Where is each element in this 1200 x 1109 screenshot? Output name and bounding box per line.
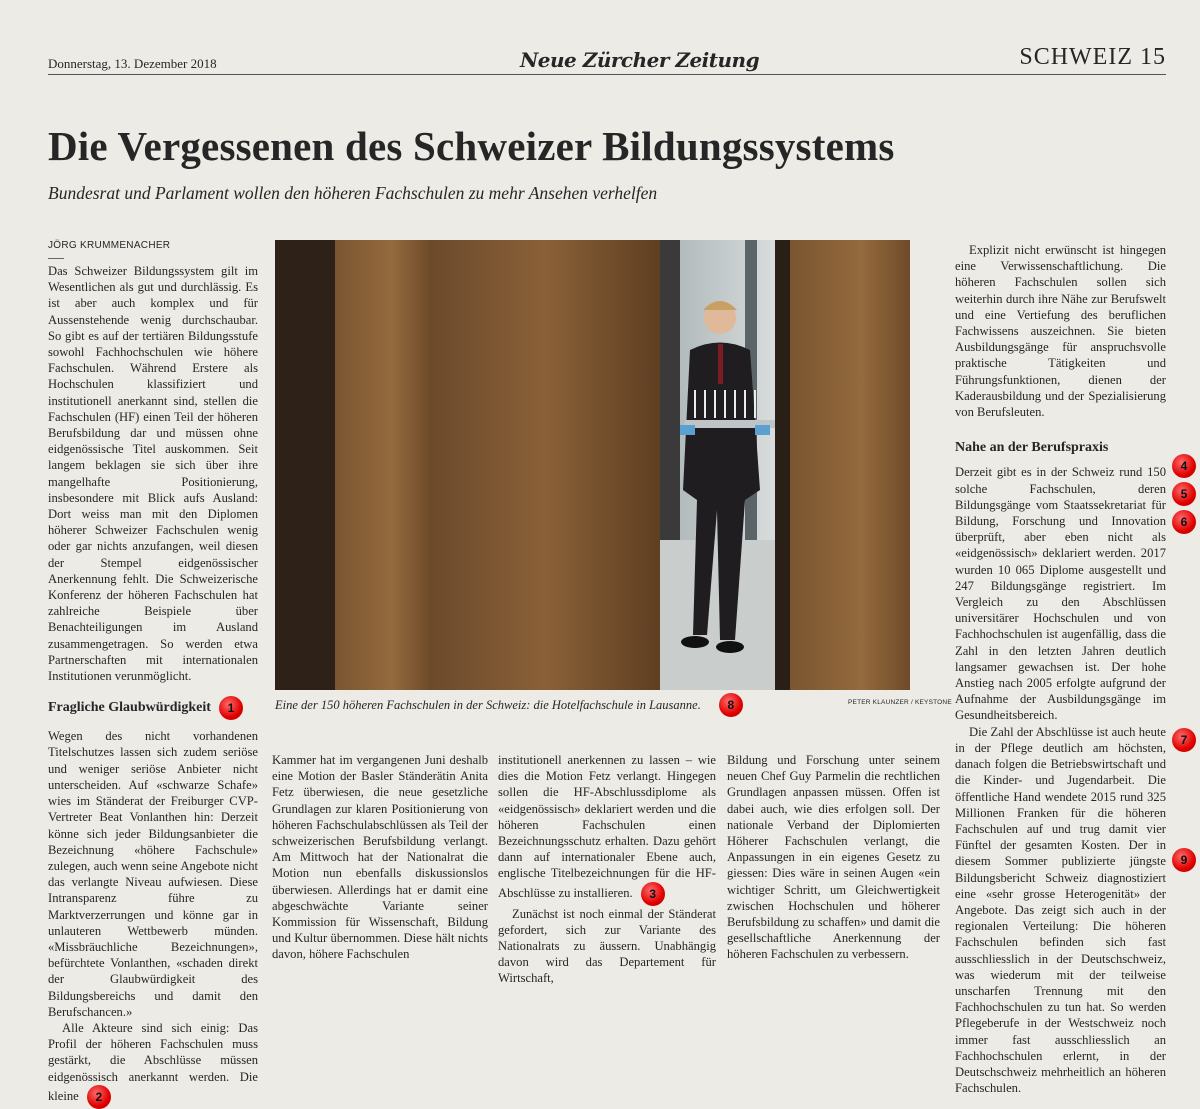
byline-rule [48,258,64,259]
text-column-2 [272,752,488,963]
subheading: Fragliche Glaubwürdigkeit [48,700,211,716]
annotation-marker-6[interactable]: 6 [1172,510,1196,534]
paragraph: Explizit nicht erwünscht ist hingegen eine Verwissenschaftlichung. Die höheren Fachschulen sollen sich weiterhin durch ihre Nähe zur Berufswelt und eine Vertiefung des beruflichen Fachwissens auszeichnen. Sie bieten Ausbildungsgänge für anspruchsvolle praktische Tätigkeiten und Führungsfunktionen, dienen der Kaderausbildung und der Spezialisierung von Berufsleuten. [955,243,1166,420]
paragraph-wrap [48,1020,258,1109]
article-subtitle: Bundesrat und Parlament wollen den höheren Fachschulen zu mehr Ansehen verhelfen [48,183,658,203]
author-byline: JÖRG KRUMMENACHER [48,240,171,251]
annotation-marker-4[interactable]: 4 [1172,454,1196,478]
paragraph: Das Schweizer Bildungssystem gilt im Wesentlichen als gut und durchlässig. Es ist aber auch komplex und für Aussenstehende wenig durchschaubar. So gibt es auf der tertiären Bildungsstufe sowohl Fachhochschulen wie höhere Fachschulen. Während Erstere als Hochschulen klassifiziert und institutionell anerkannt sind, stellen die Fachschulen (HF) einen Teil der höheren Berufsbildung dar und müssen ohne eidgenössische Titel auskommen. Seit langem beklagen sie sich über ihre mangelhafte Positionierung, insbesondere mit Blick aufs Ausland: Dort weiss man mit den Diplomen höherer Schweizer Fachschulen wenig oder gar nichts anzufangen, weil diesen der Stempel eidgenössischer Anerkennung fehlt. Die Schweizerische Konferenz der höheren Fachschulen hat zahlreiche Beispiele über Benachteiligungen im Ausland zusammengetragen. So werden etwa Partnerschaften mit internationalen Institutionen verunmöglicht. [48,264,258,684]
paragraph: Alle Akteure sind sich einig: Das Profil der höheren Fachschulen muss gestärkt, die Abschlüsse müssen eidgenössisch anerkannt werden. Die kleine [48,1020,258,1103]
annotation-marker-1[interactable]: 1 [219,696,243,720]
newspaper-logo: Neue Zürcher Zeitung [520,48,760,72]
paragraph: Zunächst ist noch einmal der Ständerat gefordert, sich zur Variante des Nationalrats zu äussern. Unabhängig davon wird das Departement für Wirtschaft, [498,906,716,986]
annotation-marker-3[interactable]: 3 [641,882,665,906]
issue-date: Donnerstag, 13. Dezember 2018 [48,56,217,71]
hotel-school-photo [275,240,910,690]
article-title: Die Vergessenen des Schweizer Bildungssystems [48,123,895,169]
paragraph: Kammer hat im vergangenen Juni deshalb eine Motion der Basler Ständerätin Anita Fetz überwiesen, die neue gesetzliche Grundlagen zur klaren Positionierung von höheren Fachschulabschlüssen als Teil der schweizerischen Berufsbildung verlangt. Am Mittwoch hat der Nationalrat die Motion nun ebenfalls diskussionslos überwiesen. Allerdings hat er damit eine abgeschwächte Variante seiner Kommission für Wissenschaft, Bildung und Kultur übernommen. Diese hält nichts davon, höhere Fachschulen [272,753,488,962]
paragraph: Die Zahl der Abschlüsse ist auch heute in der Pflege deutlich am höchsten, danach folgen die Betriebswirtschaft und die Kinder- und Jugendarbeit. Die öffentliche Hand wendete 2015 rund 325 Millionen Franken für die höheren Fachschulen auf und trug damit vier Fünftel der gesamten Kosten. Der in diesem Sommer publizierte jüngste Bildungsbericht Schweiz diagnostiziert eine «sehr grosse Heterogenität» der Angebote. Das zeigt sich auch in der regionalen Verteilung: Die höheren Fachschulen befinden sich fast ausschliesslich in der Deutschschweiz, was wiederum mit der teilweise unscharfen Trennung mit den Fachhochschulen zu tun hat. So werden Pflegeberufe in der Westschweiz noch immer fast ausschliesslich an Fachhochschulen erlernt, in der Deutschschweiz mehrheitlich an höheren Fachschulen. [955,724,1166,1096]
article-photo [275,240,910,690]
text-column-4 [727,752,940,963]
text-column-3 [498,752,716,987]
subheading: Nahe an der Berufspraxis [955,440,1109,456]
paragraph: Bildung und Forschung unter seinem neuen Chef Guy Parmelin die rechtlichen Grundlagen anpassen müssen. Offen ist dabei auch, wie dies erfolgen soll. Der nationale Verband der Diplomierten Höherer Fachschulen verlangt, die Anpassungen in ein eigenes Gesetz zu giessen: Dies wäre in seinen Augen «ein wichtiger Schritt, um Gleichwertigkeit zwischen Hochschulen und höherer Berufsbildung zu schaffen» und damit die gesellschaftliche Anerkennung der höheren Fachschulen zu verbessern. [727,753,940,962]
paragraph: Derzeit gibt es in der Schweiz rund 150 solche Fachschulen, deren Bildungsgänge vom Staatssekretariat für Bildung, Forschung und Innovation überprüft, aber eben nicht als «eidgenössisch» deklariert werden. 2017 wurden 10 065 Diplome ausgestellt und 247 Bildungsgänge registriert. Im Vergleich zu den Abschlüssen universitärer Hochschulen und von Fachhochschulen ist augenfällig, dass die Zahl in den letzten Jahren deutlich langsamer gewachsen ist. Der hohe Anstieg nach 2005 erfolgte aufgrund der Aufnahme der Ausbildungsgänge im Gesundheitsbereich. [955,465,1166,723]
annotation-marker-9[interactable]: 9 [1172,848,1196,872]
annotation-marker-7[interactable]: 7 [1172,728,1196,752]
annotation-marker-8[interactable]: 8 [719,693,743,717]
text-column-5 [955,242,1166,1096]
paragraph: Wegen des nicht vorhandenen Titelschutzes lassen sich zudem seriöse und weniger seriöse Anbieter nicht unterscheiden. Auf «schwarze Schafe» wies im Ständerat der Freiburger CVP-Vertreter Beat Vonlanthen hin: Derzeit könne sich jeder Bildungsanbieter die Bezeichnung «höhere Fachschule» zulegen, auch wenn seine Angebote nicht das verlangte Niveau aufwiesen. Diese Intransparenz führe zu Marktverzerrungen und könne gar in unlauteren Wettbewerb münden. «Missbräuchliche Bezeichnungen», befürchtete Vonlanthen, «schaden direkt der Glaubwürdigkeit des Bildungsbereichs und damit den Berufschancen.» [48,729,258,1019]
annotation-marker-2[interactable]: 2 [87,1085,111,1109]
photo-credit: PETER KLAUNZER / KEYSTONE [848,699,952,706]
caption-row [275,693,743,717]
paragraph: institutionell anerkennen zu lassen – wie dies die Motion Fetz verlangt. Hingegen sollen die HF-Abschlussdiplome als «eidgenössisch» deklariert werden und die höheren Fachschulen einen Bezeichnungsschutz erhalten. Dazu gehört dann auf internationaler Ebene auch, englische Titelbezeichnungen für die HF-Abschlüsse zu installieren. [498,753,716,900]
text-column-1 [48,263,258,1109]
subheading-wrap [48,696,258,720]
photo-caption: Eine der 150 höheren Fachschulen in der Schweiz: die Hotelfachschule in Lausanne. [275,697,701,712]
section-page-label: SCHWEIZ 15 [1019,44,1166,70]
paragraph-wrap [498,752,716,906]
header-rule [48,74,1166,75]
annotation-marker-5[interactable]: 5 [1172,482,1196,506]
